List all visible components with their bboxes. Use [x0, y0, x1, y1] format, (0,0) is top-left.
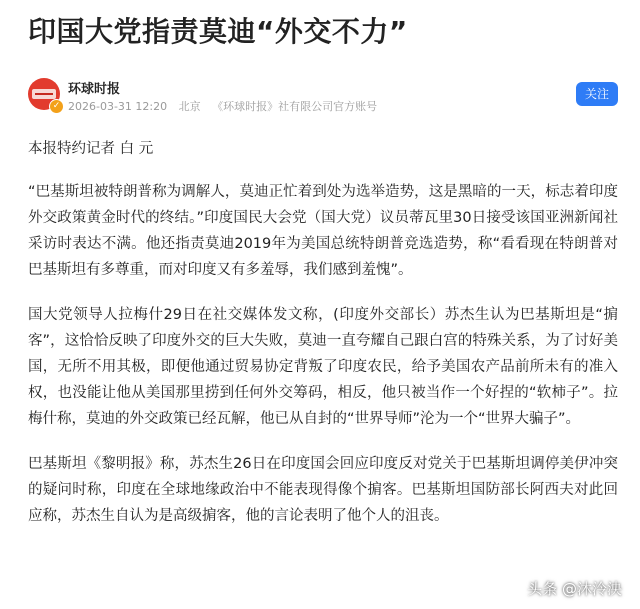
article-body — [28, 136, 618, 548]
paragraph: “巴基斯坦被特朗普称为调解人，莫迪正忙着到处为选举造势，这是黑暗的一天，标志着印度外交政策黄金时代的终结。”印度国民大会党（国大党）议员蒂瓦里30日接受该国亚洲新闻社采访时表达不满。他还指责莫迪2019年为美国总统特朗普竞选造势，称“看看现在特朗普对巴基斯坦有多尊重，而对印度又有多羞辱，我们感到羞愧”。 — [28, 184, 618, 278]
paragraph: 巴基斯坦《黎明报》称，苏杰生26日在印度国会回应印度反对党关于巴基斯坦调停美伊冲突的疑问时称，印度在全球地缘政治中不能表现得像个掮客。巴基斯坦国防部长阿西夫对此回应称，苏杰生自认为是高级掮客，他的言论表明了他个人的沮丧。 — [28, 456, 618, 524]
post-location: 北京 — [178, 100, 201, 113]
paragraph: 国大党领导人拉梅什29日在社交媒体发文称，(印度外交部长）苏杰生认为巴基斯坦是“掮客”，这恰恰反映了印度外交的巨大失败，莫迪一直夸耀自己跟白宫的特殊关系，为了讨好美国，无所不用其极，即便他通过贸易协定背叛了印度农民，给予美国农产品前所未有的准入权，也没能让他从美国那里捞到任何外交筹码，相反，他只被当作一个好捏的“软柿子”。拉梅什称，莫迪的外交政策已经瓦解，他已从自封的“世界导师”沦为一个“世界大骗子”。 — [28, 307, 618, 427]
watermark: 头条 @沐泠泱 — [527, 580, 622, 598]
verified-badge-icon: ✓ — [49, 99, 64, 114]
post-meta — [68, 98, 385, 114]
author-name[interactable]: 环球时报 — [68, 82, 121, 97]
byline: 本报特约记者 白 元 — [28, 141, 154, 157]
avatar-logo-icon — [32, 89, 56, 99]
post-date: 2026-03-31 12:20 — [68, 100, 168, 113]
page-title: 印国大党指责莫迪“外交不力” — [28, 15, 408, 48]
follow-button[interactable]: 关注 — [576, 82, 618, 106]
post-source: 《环球时报》社有限公司官方账号 — [212, 100, 378, 113]
author-bar — [28, 76, 618, 116]
